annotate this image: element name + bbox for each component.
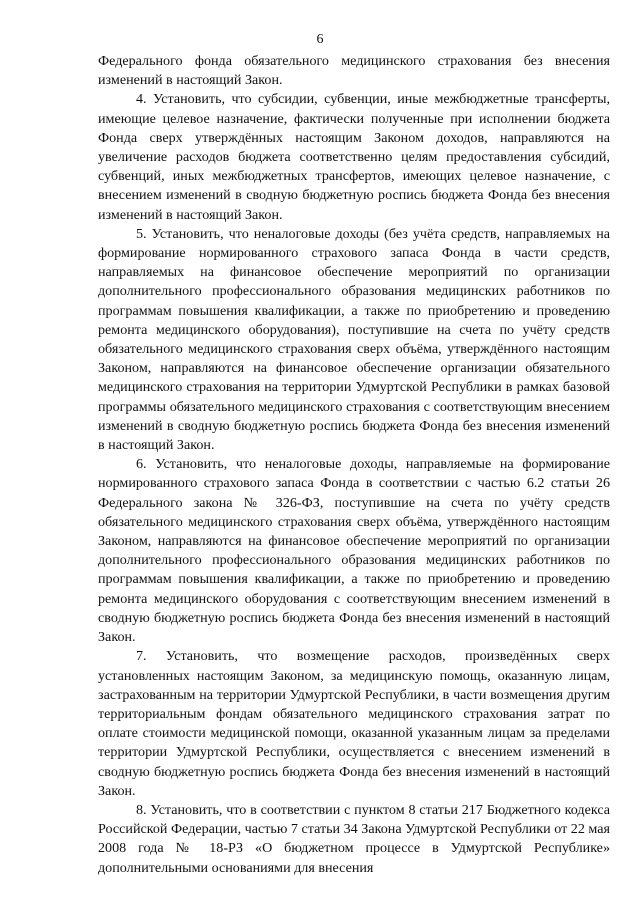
paragraph-continuation: Федерального фонда обязательного медицинского страхования без внесения изменений в настоящий Закон. [98,53,610,89]
paragraph-item-8: 8. Установить, что в соответствии с пунктом 8 статьи 217 Бюджетного кодекса Российской Федерации, частью 7 статьи 34 Закона Удмуртской Республики от 22 мая 2008 года № 18-РЗ «О бюджетном процессе в Удмуртской Республике» дополнительными основаниями для внесения [98,801,610,876]
paragraph-item-4: 4. Установить, что субсидии, субвенции, иные межбюджетные трансферты, имеющие целевое назначение, фактически полученные при исполнении бюджета Фонда сверх утверждённых настоящим Законом доходов, направляются на увеличение расходов бюджета соответственно целям предоставления субсидий, субвенций, иных межбюджетных трансфертов, имеющих целевое назначение, с внесением изменений в сводную бюджетную роспись бюджета Фонда без внесения изменений в настоящий Закон. [98,91,610,223]
paragraph-item-7: 7. Установить, что возмещение расходов, произведённых сверх установленных настоящим Законом, за медицинскую помощь, оказанную лицам, застрахованным на территории Удмуртской Республики, в части возмещения другим территориальным фондам обязательного медицинского страхования затрат по оплате стоимости медицинской помощи, оказанной указанным лицам за пределами территории Удмуртской Республики, осуществляется с внесением изменений в сводную бюджетную роспись бюджета Фонда без внесения изменений в настоящий Закон. [98,648,610,799]
paragraph-item-6: 6. Установить, что неналоговые доходы, направляемые на формирование нормированного страхового запаса Фонда в соответствии с частью 6.2 статьи 26 Федерального закона № 326-ФЗ, поступившие на счета по учёту средств обязательного медицинского страхования сверх объёма, утверждённого настоящим Законом, направляются на финансовое обеспечение мероприятий по организации дополнительного профессионального образования медицинских работников по программам повышения квалификации, а также по приобретению и проведению ремонта медицинского оборудования с соответствующим внесением изменений в сводную бюджетную роспись бюджета Фонда без внесения изменений в настоящий Закон. [98,456,610,646]
document-body [98,52,610,878]
paragraph-item-5: 5. Установить, что неналоговые доходы (без учёта средств, направляемых на формирование нормированного страхового запаса Фонда в части средств, направляемых на финансовое обеспечение мероприятий по организации дополнительного профессионального образования медицинских работников по программам повышения квалификации, а также по приобретению и проведению ремонта медицинского оборудования), поступившие на счета по учёту средств обязательного медицинского страхования сверх объёма, утверждённого настоящим Законом, направляются на финансовое обеспечение организации обязательного медицинского страхования на территории Удмуртской Республики в рамках базовой программы обязательного медицинского страхования с соответствующим внесением изменений в сводную бюджетную роспись бюджета Фонда без внесения изменений в настоящий Закон. [98,225,610,454]
page-number: 6 [316,32,324,47]
